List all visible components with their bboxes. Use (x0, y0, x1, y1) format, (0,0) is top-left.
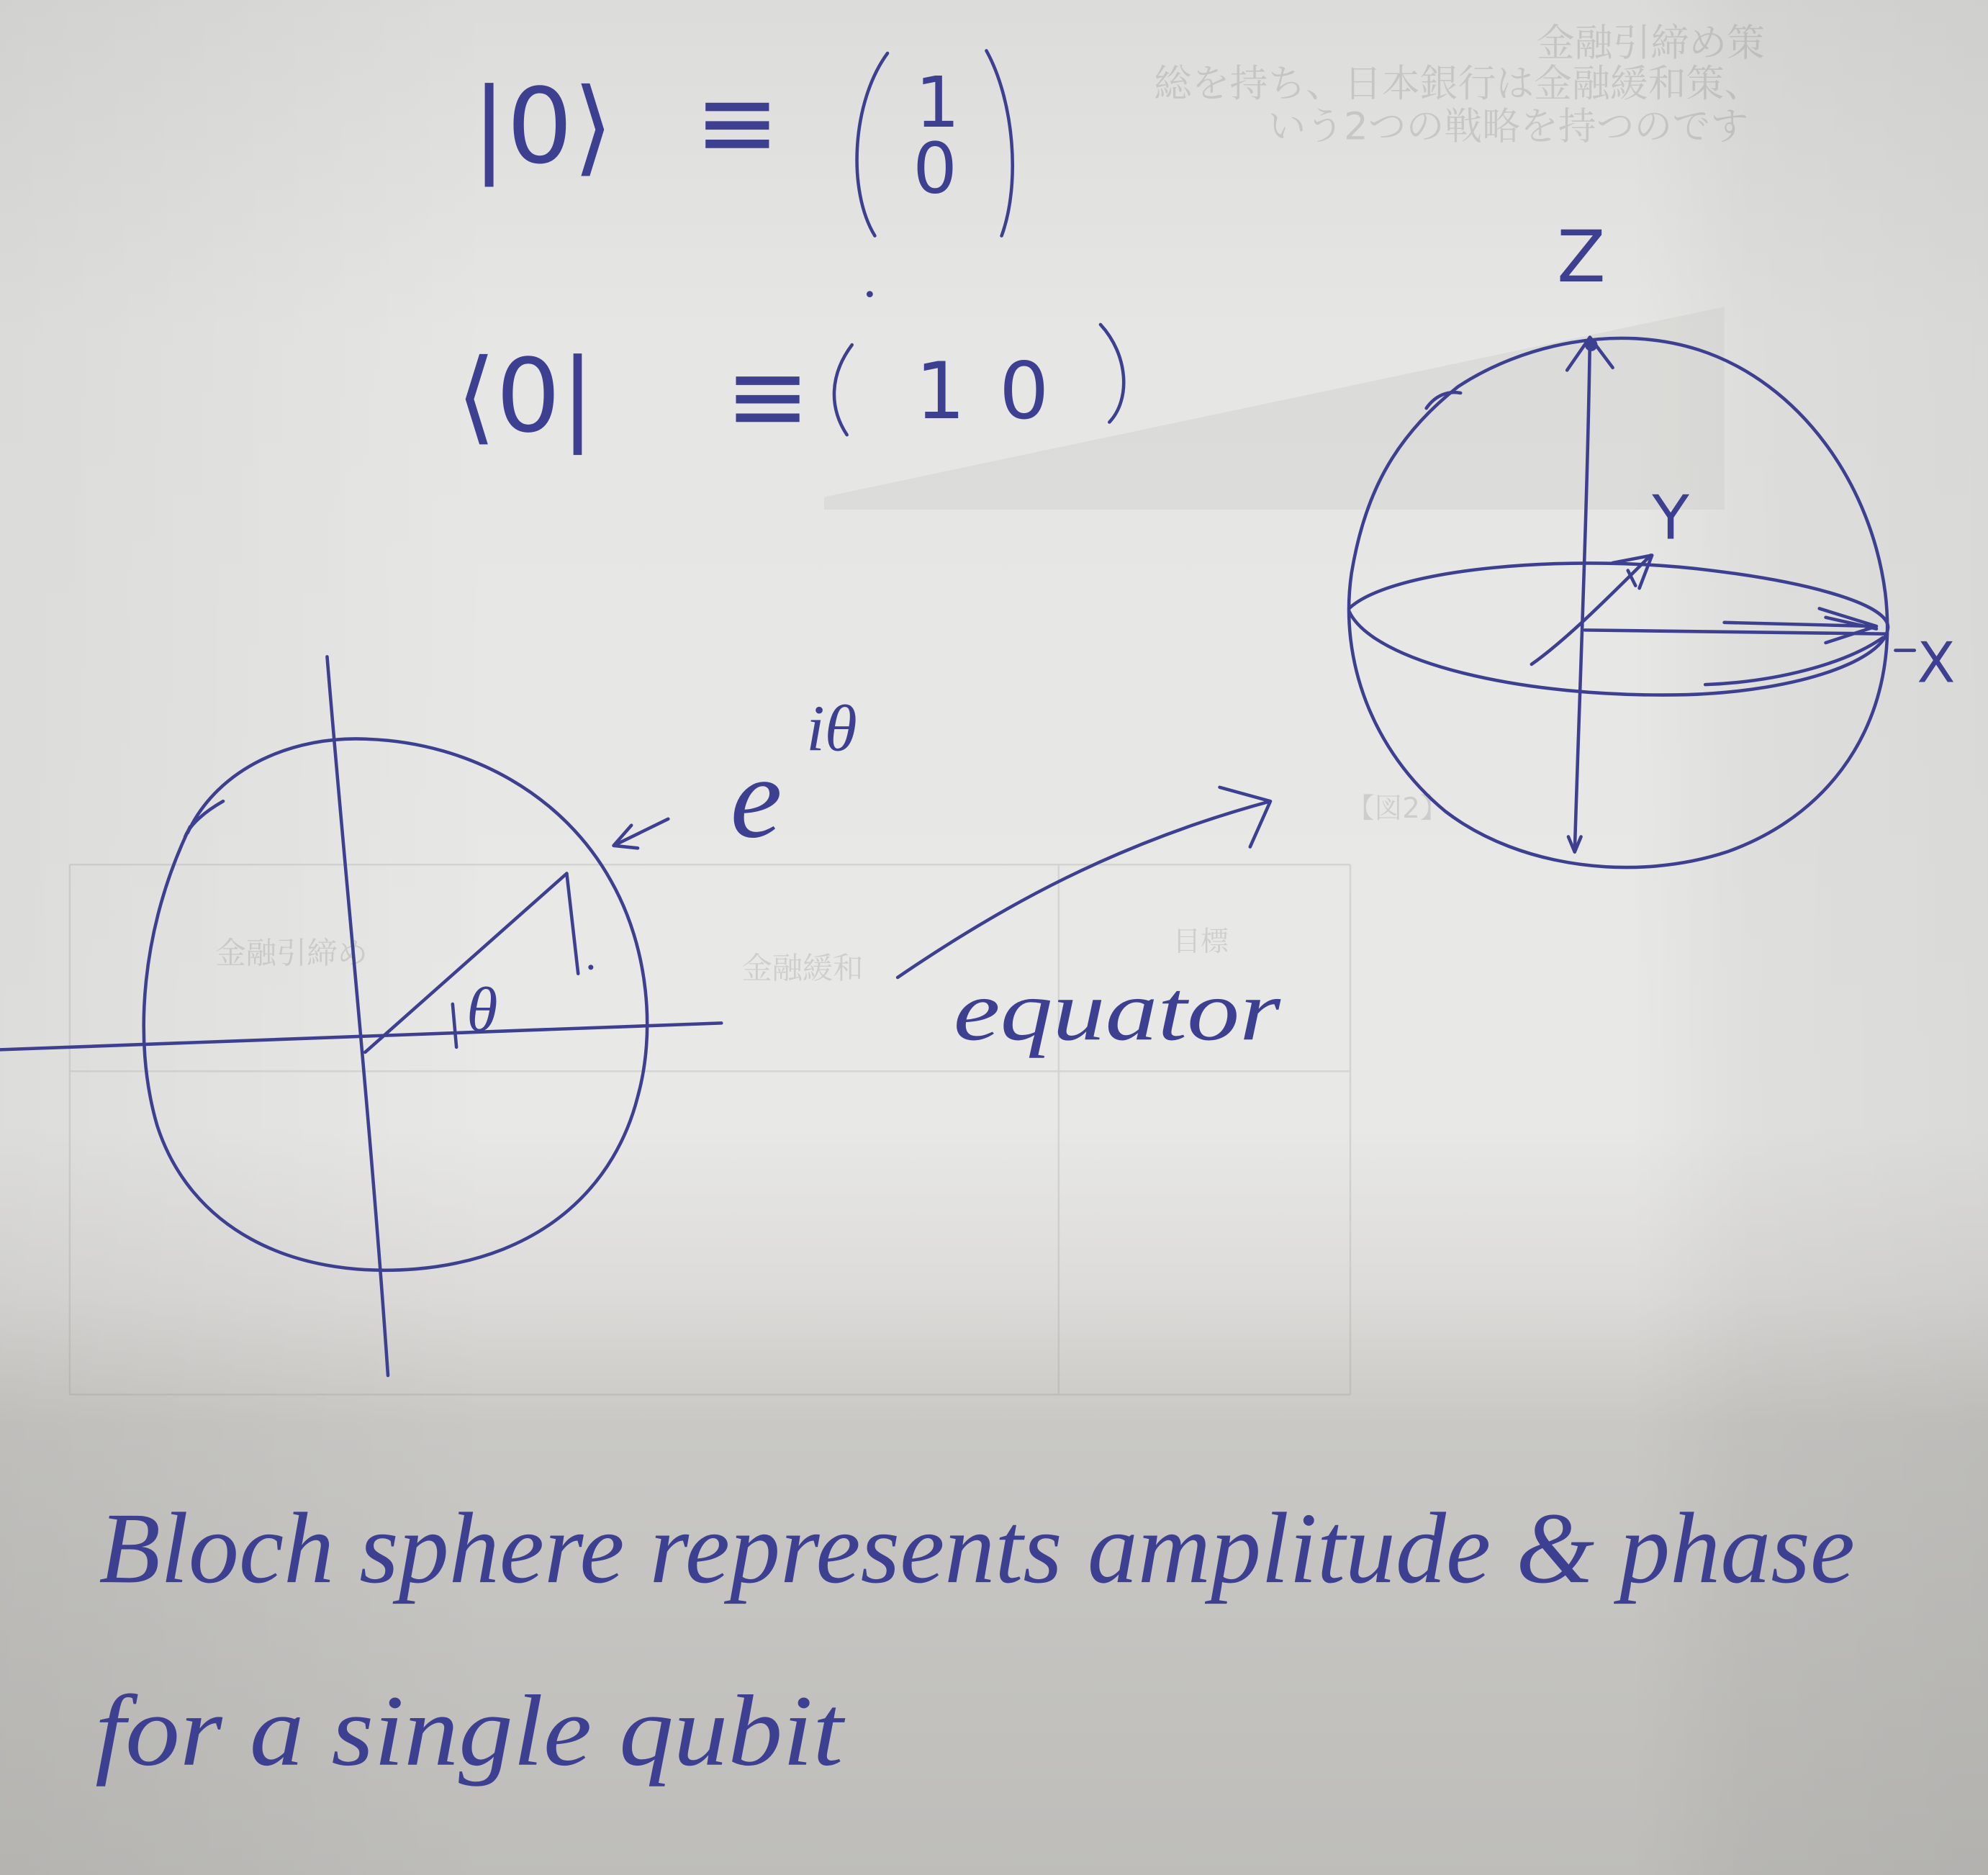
bra-vector-second: 0 (999, 345, 1049, 438)
caption-line-1: Bloch sphere represents amplitude & phase (99, 1492, 1856, 1605)
z-axis-label: Z (1557, 216, 1606, 299)
phase-factor-exponent: iθ (806, 691, 857, 765)
phase-factor-base: e (730, 733, 782, 863)
equator-label: equator (953, 962, 1281, 1059)
ket-vector-top: 1 (915, 62, 960, 144)
bra-vector-first: 1 (915, 345, 966, 438)
print-line-1: 金融引締め策 (1536, 21, 1765, 65)
north-pole-dot (1585, 338, 1598, 351)
y-axis-label: Y (1652, 482, 1689, 554)
bra-zero: ⟨0| (456, 337, 595, 456)
x-axis-label: X (1917, 631, 1956, 696)
print-table-header-1: 金融引締め (215, 935, 368, 971)
bra-equivalence-sign: ≡ (725, 337, 810, 456)
print-line-3: いう2つの戦略を持つのです (1268, 104, 1749, 149)
print-figure-label: 【図2】 (1346, 792, 1448, 826)
ket-zero: |0⟩ (471, 66, 614, 188)
print-table-header-2: 金融緩和 (741, 950, 864, 986)
ink-dot (867, 291, 873, 297)
angle-theta-label: θ (466, 975, 498, 1045)
ket-vector-bottom: 0 (913, 127, 957, 209)
print-line-2: 総を持ち、日本銀行は金融緩和策、 (1153, 61, 1763, 106)
print-table-header-3: 目標 (1173, 925, 1229, 958)
ket-equivalence-sign: ≡ (695, 63, 780, 182)
caption-line-2: for a single qubit (95, 1674, 846, 1787)
projection-dot (588, 964, 593, 970)
